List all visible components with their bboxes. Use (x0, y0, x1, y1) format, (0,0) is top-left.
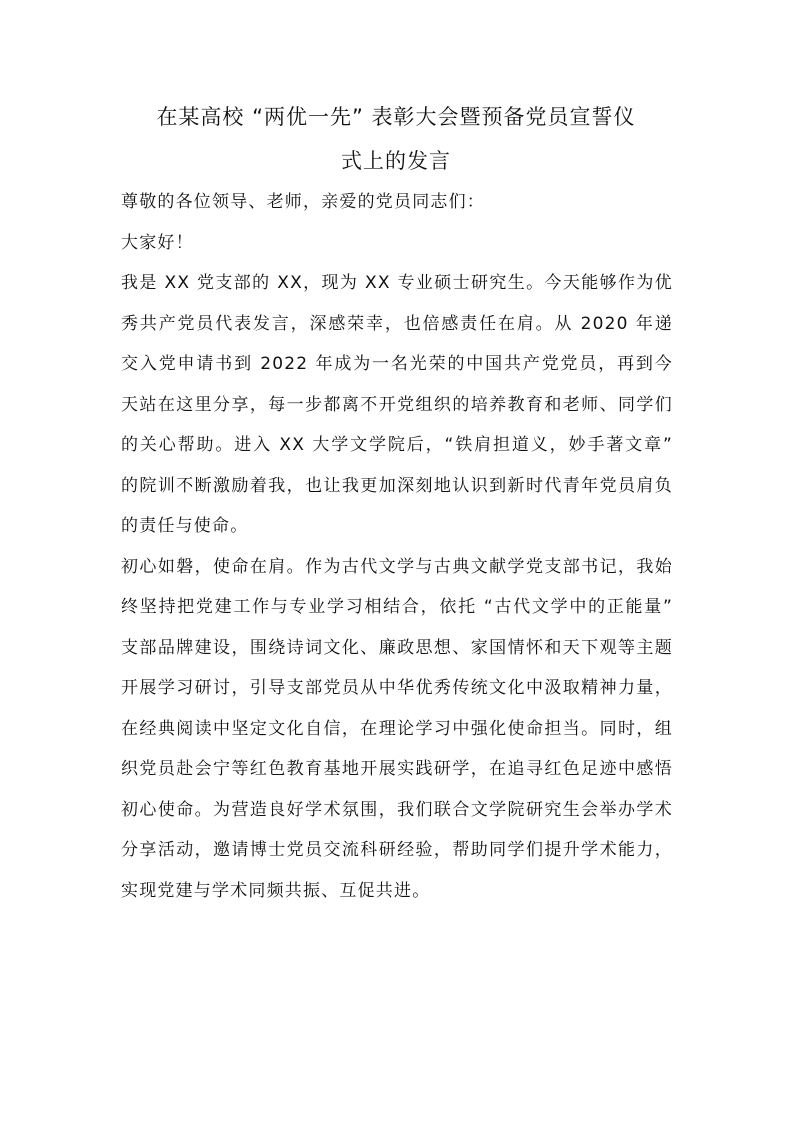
document-title (118, 95, 674, 183)
document-body (121, 182, 673, 911)
body-paragraph-introduction: 我是 XX 党支部的 XX，现为 XX 专业硕士研究生。今天能够作为优秀共产党员代表发言，深感荣幸，也倍感责任在肩。从 2020 年递交入党申请书到 2022 年成为一名光荣的中国共产党党员，再到今天站在这里分享，每一步都离不开党组织的培养教育和老师、同学们的关心帮助。进入 XX 大学文学院后，“铁肩担道义，妙手著文章” 的院训不断激励着我，也让我更加深刻地认识到新时代青年党员肩负的责任与使命。 (121, 273, 673, 536)
document-title-line-2: 式上的发言 (341, 149, 451, 173)
body-paragraph-mission: 初心如磐，使命在肩。作为古代文学与古典文献学党支部书记，我始终坚持把党建工作与专业学习相结合，依托 “古代文学中的正能量” 支部品牌建设，围绕诗词文化、廉政思想、家国情怀和天下观等主题开展学习研讨，引导支部党员从中华优秀传统文化中汲取精神力量，在经典阅读中坚定文化自信，在理论学习中强化使命担当。同时，组织党员赴会宁等红色教育基地开展实践研学，在追寻红色足迹中感悟初心使命。为营造良好学术氛围，我们联合文学院研究生会举办学术分享活动，邀请博士党员交流科研经验，帮助同学们提升学术能力，实现党建与学术同频共振、互促共进。 (121, 556, 673, 901)
document-title-line-1: 在某高校 “两优一先” 表彰大会暨预备党员宣誓仪 (156, 105, 636, 129)
salutation: 尊敬的各位领导、老师，亲爱的党员同志们： (121, 192, 485, 212)
greeting: 大家好！ (121, 232, 194, 253)
